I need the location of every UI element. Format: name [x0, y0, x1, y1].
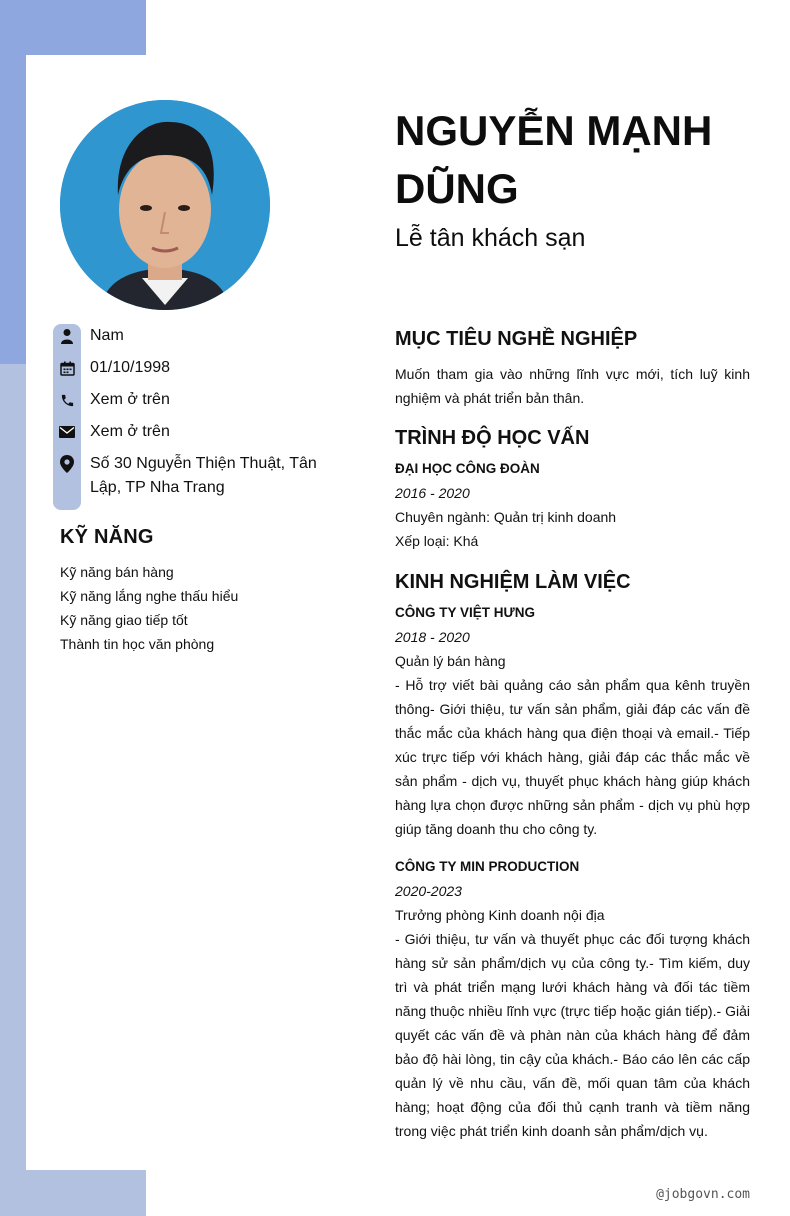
job-description: - Giới thiệu, tư vấn và thuyết phục các đối tượng khách hàng sử sản phẩm/dịch vụ của công ty.- Tìm kiếm, duy trì và phát triển mạng lưới khách hàng và đối tác tiềm năng thuộc nhiều lĩnh vực (trực tiếp hoặc gián tiếp).- Giải quyết các vấn đề và phàn nàn của khách hàng để đảm bảo độ hài lòng, tin cậy của khách.- Báo cáo lên các cấp quản lý về nhu cầu, vấn đề, mối quan tâm của khách hàng; hoạt động của đối thủ cạnh tranh và tiềm năng trong việc phát triển kinh doanh sản phẩm/dịch vụ.	[395, 931, 750, 1139]
address-text: Số 30 Nguyễn Thiện Thuật, Tân Lập, TP Nha Trang	[90, 455, 317, 496]
skills-list	[60, 560, 350, 656]
skill-item: Kỹ năng lắng nghe thấu hiểu	[60, 588, 239, 604]
contact-birthdate	[53, 356, 353, 380]
gender-text: Nam	[90, 327, 124, 344]
candidate-role: Lễ tân khách sạn	[395, 224, 586, 252]
email-text: Xem ở trên	[90, 423, 170, 440]
education-period: 2016 - 2020	[395, 485, 470, 501]
skills-heading: KỸ NĂNG	[60, 526, 154, 548]
contact-gender	[53, 324, 353, 348]
profile-photo	[60, 100, 270, 310]
experience-job	[395, 601, 750, 841]
objective-heading: MỤC TIÊU NGHỀ NGHIỆP	[395, 328, 638, 350]
phone-text: Xem ở trên	[90, 391, 170, 408]
experience-job	[395, 855, 750, 1143]
job-position: Quản lý bán hàng	[395, 653, 506, 669]
objective-section	[395, 326, 750, 410]
experience-section	[395, 569, 750, 1143]
job-period: 2020-2023	[395, 883, 462, 899]
job-company: CÔNG TY VIỆT HƯNG	[395, 605, 535, 620]
experience-heading: KINH NGHIỆM LÀM VIỆC	[395, 571, 631, 593]
person-icon	[53, 324, 81, 348]
skill-item: Kỹ năng bán hàng	[60, 564, 174, 580]
skill-item: Thành tin học văn phòng	[60, 636, 215, 652]
education-school: ĐẠI HỌC CÔNG ĐOÀN	[395, 461, 540, 476]
education-section	[395, 425, 750, 553]
skill-item: Kỹ năng giao tiếp tốt	[60, 612, 188, 628]
education-heading: TRÌNH ĐỘ HỌC VẤN	[395, 427, 590, 449]
objective-text: Muốn tham gia vào những lĩnh vực mới, tích luỹ kinh nghiệm và phát triển bản thân.	[395, 366, 750, 406]
education-grade: Xếp loại: Khá	[395, 533, 479, 549]
contact-phone	[53, 388, 353, 412]
job-position: Trưởng phòng Kinh doanh nội địa	[395, 907, 605, 923]
location-pin-icon	[53, 452, 81, 476]
job-company: CÔNG TY MIN PRODUCTION	[395, 859, 580, 874]
job-description: - Hỗ trợ viết bài quảng cáo sản phẩm qua kênh truyền thông- Giới thiệu, tư vấn sản phẩm, giải đáp các vấn đề thắc mắc của khách hàng qua điện thoại và email.- Tiếp xúc trực tiếp với khách hàng, giải đáp các thắc mắc về sản phẩm - dịch vụ, thuyết phục khách hàng giúp khách hàng lựa chọn được những sản phẩm - dịch vụ phù hợp giúp tăng doanh thu cho công ty.	[395, 677, 750, 837]
email-icon	[53, 420, 81, 444]
contact-address	[53, 452, 353, 500]
calendar-icon	[53, 356, 81, 380]
contact-email	[53, 420, 353, 444]
job-period: 2018 - 2020	[395, 629, 470, 645]
education-major: Chuyên ngành: Quản trị kinh doanh	[395, 509, 617, 525]
candidate-name: NGUYỄN MẠNH DŨNG	[395, 107, 713, 212]
birthdate-text: 01/10/1998	[90, 359, 171, 376]
phone-icon	[53, 388, 81, 412]
portrait-illustration	[60, 100, 270, 310]
watermark: @jobgovn.com	[656, 1187, 750, 1202]
